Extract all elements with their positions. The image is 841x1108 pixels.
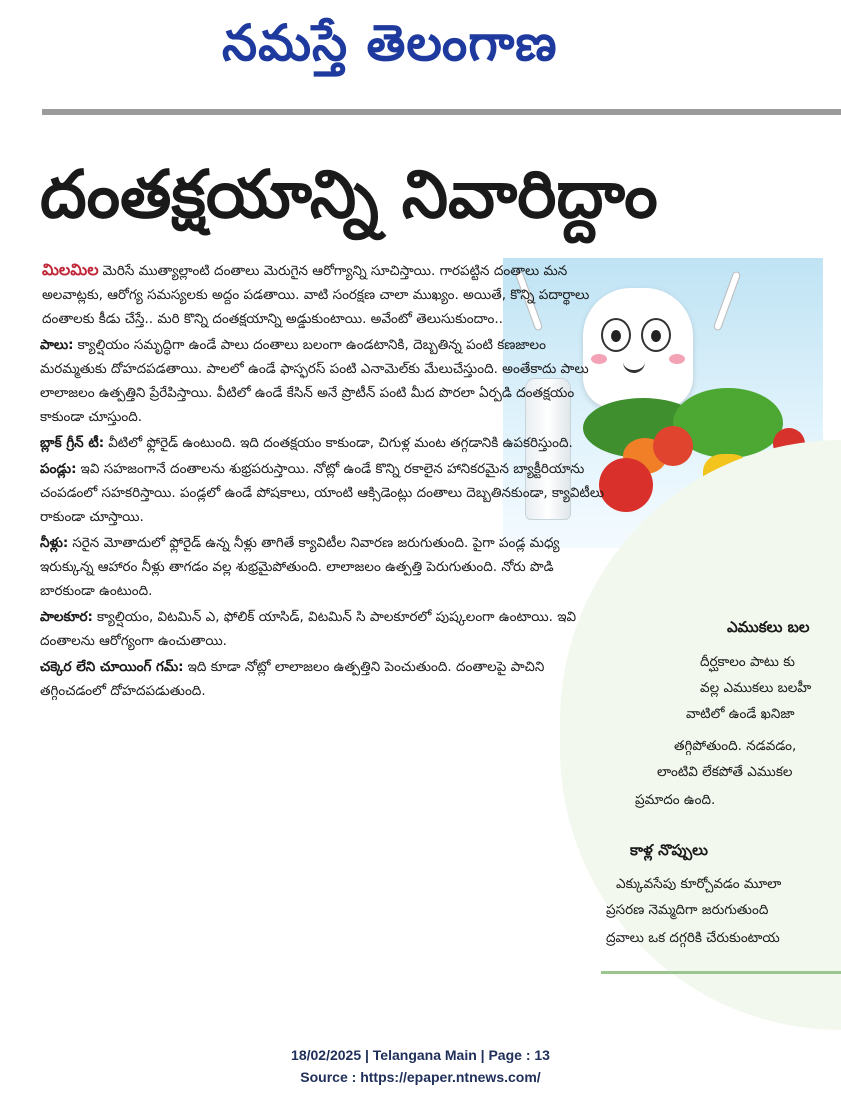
sidebar-line: వల్ల ఎముకలు బలహీ [700,680,812,696]
article-headline: దంతక్షయాన్ని నివారిద్దాం [40,156,658,233]
item-term: పాలు: [40,337,74,353]
item-text: ఇది కూడా నోట్లో లాలాజలం ఉత్పత్తిని పెంచుతుంది. దంతాలపై పాచిని తగ్గించడంలో దోహదపడుతుంది. [40,659,545,699]
item-text: సరైన మోతాదులో ఫ్లోరైడ్ ఉన్న నీళ్లు తాగితే క్యావిటీల నివారణ జరుగుతుంది. పైగా పండ్ల మధ్య ఇరుక్కున్న ఆహారం నీళ్లు తాగడం వల్ల శుభ్రమైపోతుంది. లాలాజలం ఉత్పత్తి పెరుగుతుంది. నోరు పొడి బారకుండా ఉంటుంది. [40,535,560,599]
intro-text: మెరిసే ముత్యాల్లాంటి దంతాలు మెరుగైన ఆరోగ్యాన్ని సూచిస్తాయి. గారపట్టిన దంతాలు మన అలవాట్లకు, ఆరోగ్య సమస్యలకు అద్దం పడతాయి. వాటి సంరక్షణ చాలా ముఖ్యం. అయితే, కొన్ని పదార్థాలు దంతాలకు కీడు చేస్తే.. మరి కొన్ని దంతక్షయాన్ని అడ్డుకుంటాయి. అవేంటో తెలుసుకుందాం.. [42,263,590,327]
article-body [40,258,605,705]
tooth-arm-right [713,271,742,332]
sidebar-line: వాటిలో ఉండే ఖనిజా [686,706,795,722]
item-text: ఇవి సహజంగానే దంతాలను శుభ్రపరుస్తాయి. నోట్లో ఉండే కొన్ని రకాలైన హానికరమైన బ్యాక్టీరియాను చంపడంలో సహకరిస్తాయి. పండ్లలో ఉండే పోషకాలు, యాంటి ఆక్సిడెంట్లు దంతాలు దెబ్బతినకుండా, క్యావిటీలు రాకుండా చూస్తాయి. [40,461,605,525]
intro-lead-word: మిలమిల [42,260,99,279]
item-term: చక్కెర లేని చూయింగ్ గమ్: [40,659,184,675]
page-footer [0,1044,841,1088]
masthead-logo: నమస్తే తెలంగాణ [222,13,558,72]
item-text: క్యాల్షియం, విటమిన్ ఎ, ఫోలిక్ యాసిడ్, విటమిన్ సి పాలకూరలో పుష్కలంగా ఉంటాయి. ఇవి దంతాలను ఆరోగ్యంగా ఉంచుతాయి. [40,609,577,649]
footer-date-edition: 18/02/2025 | Telangana Main | Page : 13 [291,1047,550,1063]
sidebar-divider [601,971,841,974]
item-term: బ్లాక్ గ్రీన్ టీ: [40,435,105,451]
header-rule [42,109,841,115]
sidebar-heading-2: కాళ్ల నొప్పులు [630,841,708,859]
sidebar-line: దీర్ఘకాలం పాటు కు [700,654,795,670]
item-term: పాలకూర: [40,609,93,625]
article-item-gum [40,655,605,703]
article-item-spinach [40,605,605,653]
article-item-fruits [40,457,605,529]
sidebar-line: ద్రవాలు ఒక దగ్గరికి చేరుకుంటాయ [606,930,780,946]
article-intro [40,258,605,331]
item-text: క్యాల్షియం సమృద్ధిగా ఉండే పాలు దంతాలు బలంగా ఉండటానికి, దెబ్బతిన్న పంటి కణజాలం మరమ్మతుకు దోహదపడతాయి. పాలలో ఉండే ఫాస్ఫరస్ పంటి ఎనామెల్‌కు మేలుచేస్తుంది. అంతేకాదు పాలు లాలాజలం ఉత్పత్తిని ప్రేరేపిస్తాయి. వీటిలో ఉండే కేసిన్ అనే ప్రొటీన్ పంటి మీద పొరలా ఏర్పడి దంతక్షయం కాకుండా చూస్తుంది. [40,337,589,425]
sidebar-line: ఎక్కువసేపు కూర్చోవడం మూలా [616,876,782,892]
sidebar-line: లాంటివి లేకపోతే ఎముకల [657,764,793,780]
vegetable-tomato [653,426,693,466]
footer-source-link[interactable]: Source : https://epaper.ntnews.com/ [300,1069,541,1085]
tooth-mouth [623,358,645,373]
sidebar-line: తగ్గిపోతుంది. నడవడం, [674,738,797,754]
article-item-milk [40,333,605,429]
sidebar-line: ప్రసరణ నెమ్మదిగా జరుగుతుంది [606,902,769,918]
item-term: పండ్లు: [40,461,77,477]
item-text: వీటిలో ఫ్లోరైడ్ ఉంటుంది. ఇది దంతక్షయం కాకుండా, చిగుళ్ల మంట తగ్గడానికి ఉపకరిస్తుంది. [108,435,573,451]
sidebar-line: ప్రమాదం ఉంది. [635,792,716,808]
vegetable-tomato [599,458,653,512]
article-item-tea [40,431,605,455]
sidebar-heading-1: ఎముకలు బల [727,618,810,636]
article-item-water [40,531,605,603]
tooth-eye-left [601,318,631,352]
item-term: నీళ్లు: [40,535,69,551]
tooth-eye-right [641,318,671,352]
